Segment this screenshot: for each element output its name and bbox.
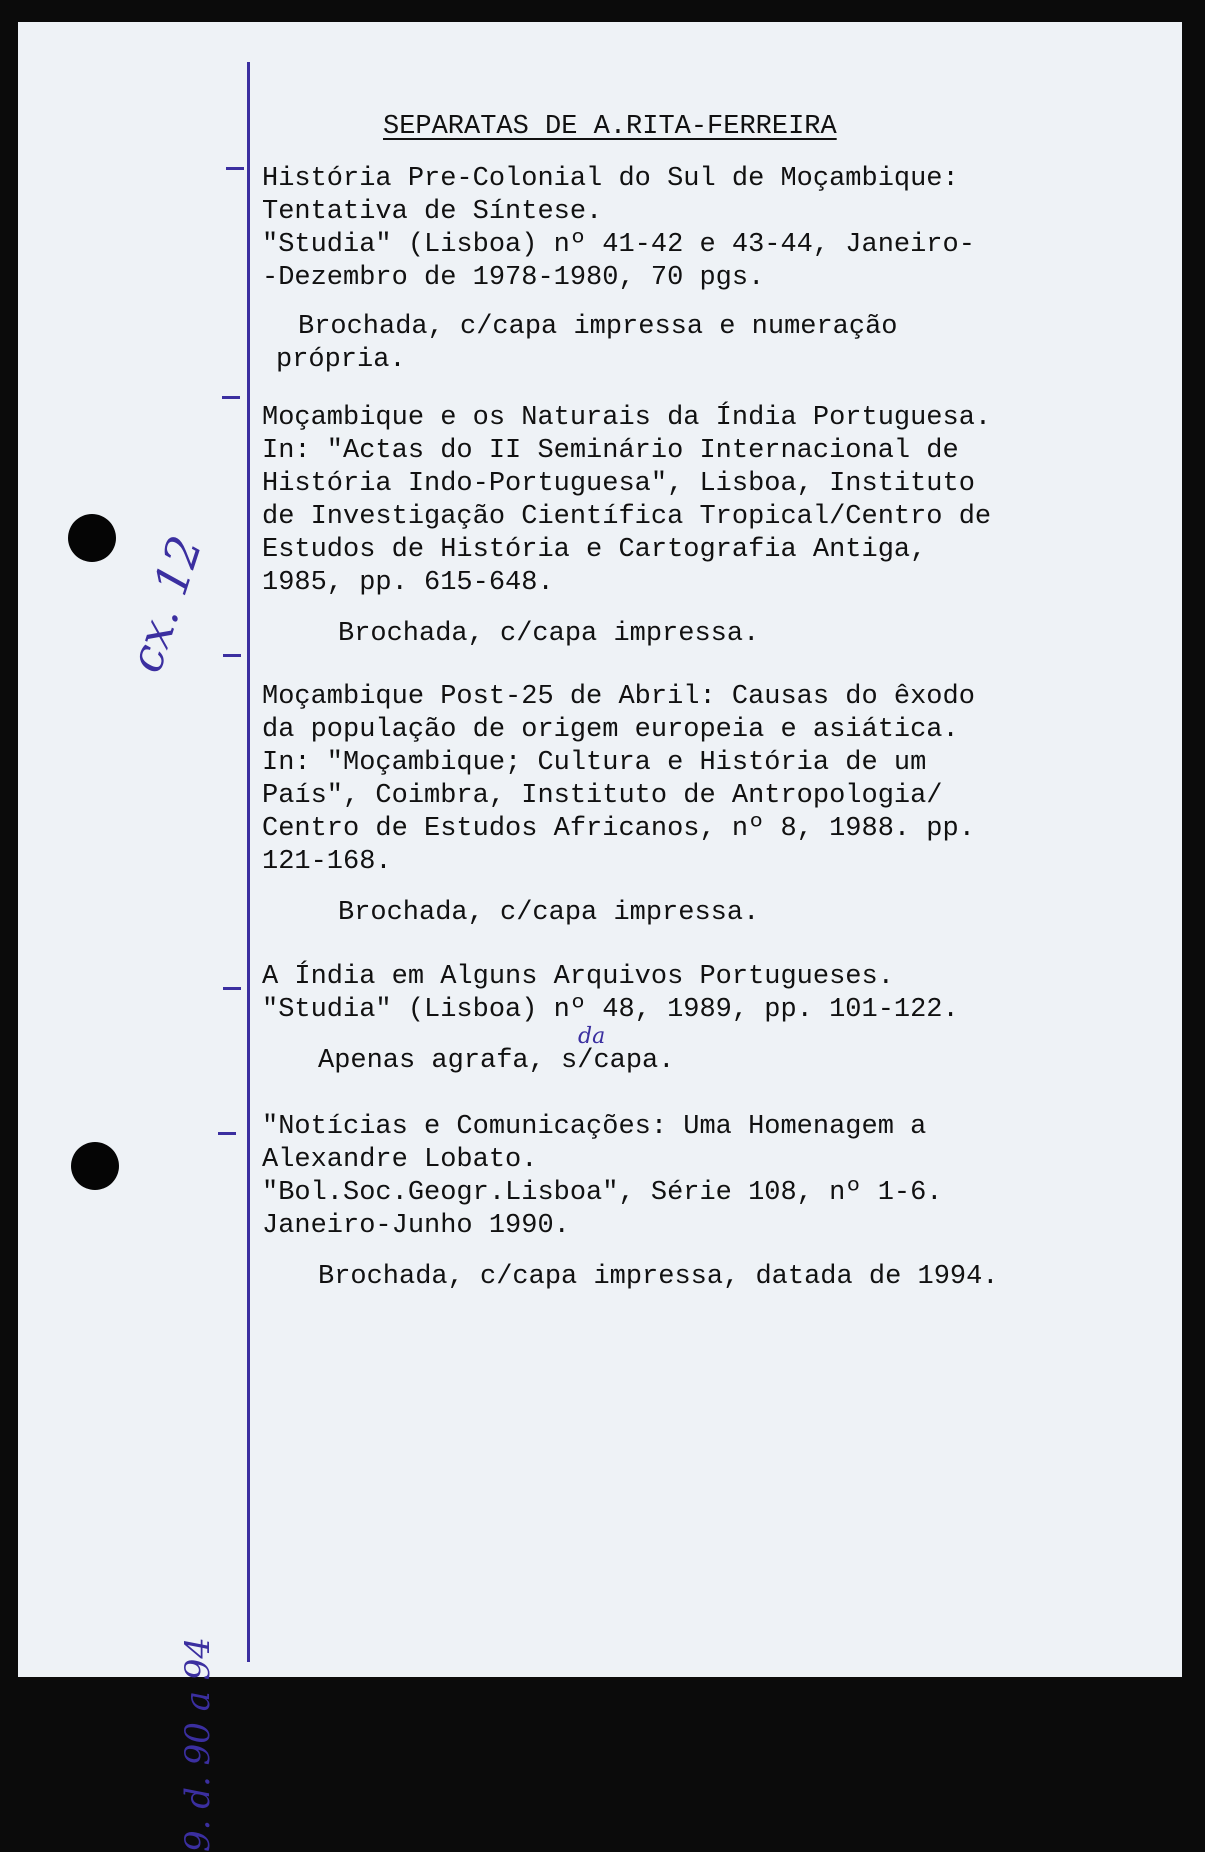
entry-3-note: Brochada, c/capa impressa. [338,898,760,928]
entry-3-line: In: "Moçambique; Cultura e História de um [262,748,927,778]
entry-1-line: História Pre-Colonial do Sul de Moçambique: [262,164,959,194]
page-title: SEPARATAS DE A.RITA-FERREIRA [383,112,837,142]
entry-2-line: In: "Actas do II Seminário Internacional de [262,436,959,466]
entry-4-line: "Studia" (Lisboa) nº 48, 1989, pp. 101-122. [262,995,959,1025]
punch-hole [68,514,116,562]
handwritten-date-reference: 9. d. 90 a 94 [178,1636,218,1852]
handwritten-box-reference: cx. 12 [118,529,213,679]
entry-5-line: "Bol.Soc.Geogr.Lisboa", Série 108, nº 1-6. [262,1178,943,1208]
entry-5-line: Janeiro-Junho 1990. [262,1211,570,1241]
entry-4-note: Apenas agrafa, s/capa. [318,1046,675,1076]
entry-5-line: "Notícias e Comunicações: Uma Homenagem a [262,1112,927,1142]
handwritten-correction: da [578,1024,606,1049]
entry-5-note: Brochada, c/capa impressa, datada de 1994. [318,1262,999,1292]
punch-hole [71,1142,119,1190]
entry-1-note: Brochada, c/capa impressa e numeração [298,312,898,342]
entry-1-note: própria. [276,345,406,375]
entry-2-line: de Investigação Científica Tropical/Centro de [262,502,992,532]
entry-2-line: Estudos de História e Cartografia Antiga, [262,535,927,565]
entry-1-line: "Studia" (Lisboa) nº 41-42 e 43-44, Janeiro- [262,230,975,260]
entry-2-line: Moçambique e os Naturais da Índia Portuguesa. [262,403,992,433]
margin-tick [226,167,244,170]
margin-tick [223,987,241,990]
entry-1-line: Tentativa de Síntese. [262,197,603,227]
margin-tick [222,396,240,399]
margin-tick [218,1132,236,1135]
entry-2-line: 1985, pp. 615-648. [262,568,554,598]
document-page [18,22,1182,1852]
entry-4-line: A Índia em Alguns Arquivos Portugueses. [262,962,894,992]
entry-2-line: História Indo-Portuguesa", Lisboa, Instituto [262,469,975,499]
entry-5-line: Alexandre Lobato. [262,1145,538,1175]
entry-3-line: Centro de Estudos Africanos, nº 8, 1988. pp. [262,814,975,844]
entry-1-line: -Dezembro de 1978-1980, 70 pgs. [262,263,765,293]
margin-tick [223,654,241,657]
entry-3-line: Moçambique Post-25 de Abril: Causas do êxodo [262,682,975,712]
entry-2-note: Brochada, c/capa impressa. [338,619,760,649]
entry-3-line: da população de origem europeia e asiática. [262,715,959,745]
entry-3-line: 121-168. [262,847,392,877]
handwritten-margin-line [247,62,250,1662]
entry-3-line: País", Coimbra, Instituto de Antropologia/ [262,781,943,811]
